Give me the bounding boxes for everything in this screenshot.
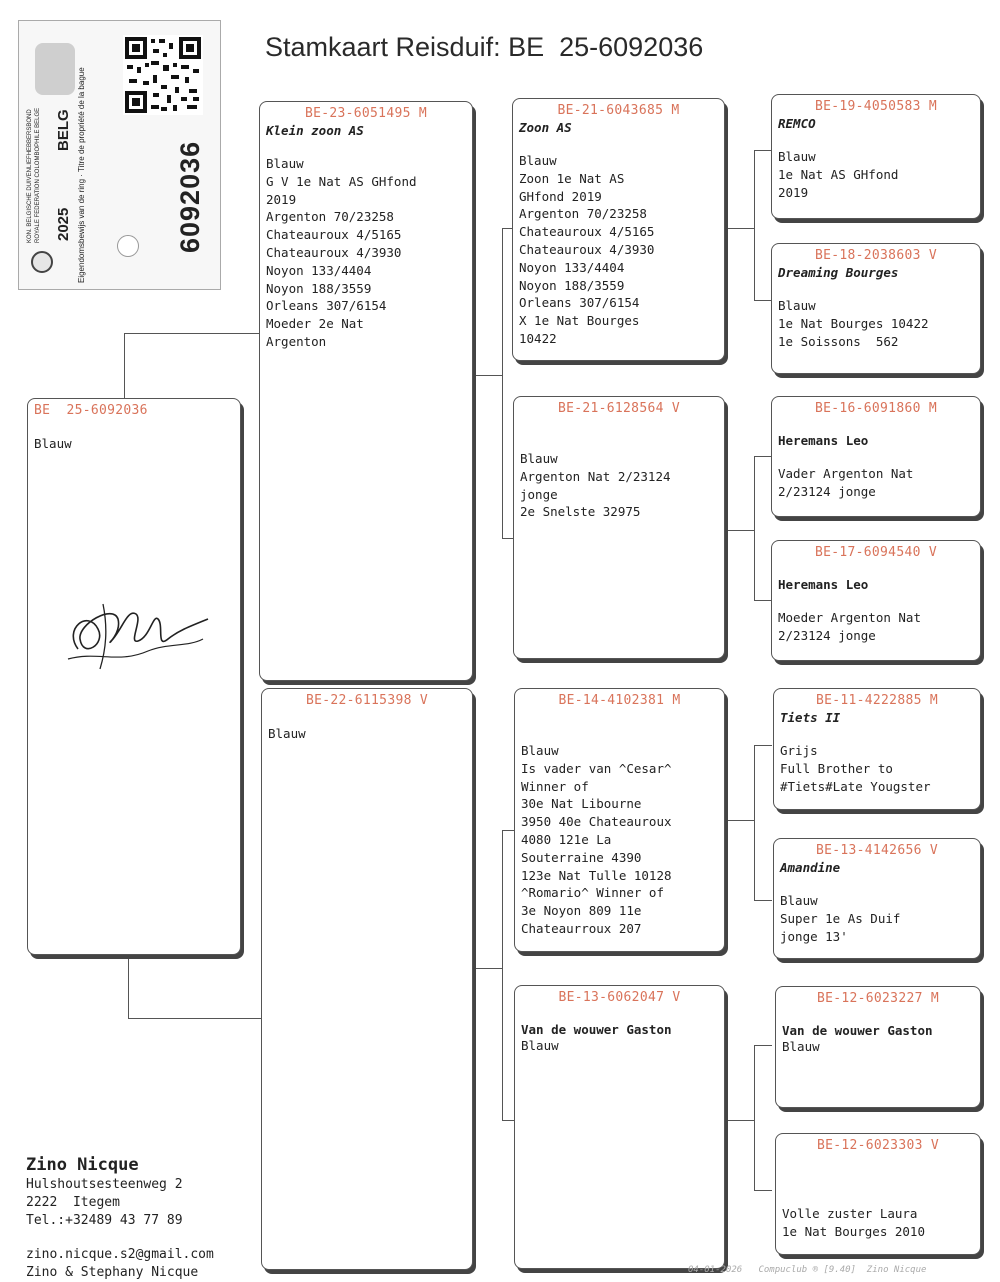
connector-line (502, 1120, 514, 1121)
info-line: Argenton 70/23258 (266, 209, 394, 225)
ticket-federation-fr: ROYALE FEDERATION COLOMBOPHILE BELGE (35, 107, 41, 243)
connector-line (754, 900, 772, 901)
subject-ring-number: BE 25-6092036 (34, 403, 148, 418)
info-line: Chateaurroux 207 (521, 920, 642, 936)
ticket-federation-nl: KON. BELGISCHE DUIVENLIEFHEBBERSBOND (27, 109, 33, 243)
dsd-name: Amandine (780, 860, 841, 875)
subject-color: Blauw (34, 436, 72, 451)
info-line: Noyon 133/4404 (519, 259, 625, 275)
dam-sire-card (514, 688, 725, 952)
connector-line (754, 745, 772, 746)
sire-card (259, 101, 473, 681)
dam-info (268, 725, 466, 743)
dam-ring-number: BE-22-6115398 V (306, 693, 428, 708)
sire-sire-ring-number: BE-21-6043685 M (557, 103, 680, 118)
info-line: Chateauroux 4/3930 (519, 241, 655, 257)
dam-sire-info (521, 742, 718, 938)
info-line: Argenton Nat 2/23124 (520, 468, 671, 484)
dss-info (780, 742, 974, 795)
connector-line (754, 600, 772, 601)
owner-names: Zino & Stephany Nicque (26, 1265, 199, 1280)
ticket-country: BELG (55, 109, 72, 151)
sire-dam-info (520, 450, 718, 521)
connector-line (472, 375, 502, 376)
info-line: X 1e Nat Bourges (519, 313, 640, 329)
info-line: 2019 (778, 184, 809, 200)
ticket-ring-number: 6092036 (175, 140, 205, 253)
sire-info (266, 155, 466, 351)
info-line: Blauw (782, 1039, 820, 1054)
dam-dam-info (521, 1037, 718, 1055)
connector-line (754, 1045, 772, 1046)
sdd-ring-number: BE-17-6094540 V (815, 545, 937, 560)
sire-dam-card (513, 396, 725, 659)
connector-line (128, 954, 129, 1018)
info-line: 30e Nat Libourne (521, 796, 642, 812)
sss-card (771, 94, 981, 219)
ddd-info (782, 1205, 974, 1241)
sss-name: REMCO (778, 116, 816, 131)
dss-name: Tiets II (780, 710, 841, 725)
sds-ring-number: BE-16-6091860 M (815, 401, 937, 416)
info-line: Noyon 133/4404 (266, 262, 372, 278)
info-line: Noyon 188/3559 (266, 280, 372, 296)
info-line: Noyon 188/3559 (519, 277, 625, 293)
info-line: 2/23124 jonge (778, 483, 876, 499)
info-line: Blauw (778, 298, 816, 313)
owner-street: Hulshoutsesteenweg 2 (26, 1177, 183, 1192)
info-line: Blauw (266, 156, 304, 171)
info-line: 2e Snelste 32975 (520, 504, 641, 520)
info-line: Volle zuster Laura (782, 1206, 918, 1221)
info-line: Orleans 307/6154 (266, 298, 387, 314)
info-line: Grijs (780, 743, 818, 758)
dam-dam-ring-number: BE-13-6062047 V (558, 990, 681, 1005)
belgian-federation-logo (35, 43, 75, 95)
connector-line (754, 745, 755, 900)
info-line: Vader Argenton Nat (778, 466, 914, 481)
sire-sire-name: Zoon AS (519, 120, 572, 135)
signature (58, 589, 218, 683)
info-line: 4080 121e La (521, 831, 612, 847)
connector-line (754, 456, 772, 457)
dsd-ring-number: BE-13-4142656 V (816, 843, 938, 858)
connector-line (124, 333, 125, 400)
connector-line (724, 530, 754, 531)
dss-card (773, 688, 981, 810)
connector-line (128, 1018, 262, 1019)
connector-line (124, 333, 262, 334)
info-line: 2019 (266, 191, 297, 207)
dss-ring-number: BE-11-4222885 M (816, 693, 938, 708)
info-line: 3950 40e Chateauroux (521, 814, 672, 830)
sss-ring-number: BE-19-4050583 M (815, 99, 937, 114)
owner-city: 2222 Itegem (26, 1195, 120, 1210)
info-line: Full Brother to (780, 760, 893, 776)
connector-line (754, 300, 772, 301)
info-line: Blauw (521, 743, 559, 758)
sdd-card (771, 540, 981, 661)
info-line: GHfond 2019 (519, 188, 602, 204)
sire-name: Klein zoon AS (266, 123, 364, 138)
info-line: Blauw (519, 153, 557, 168)
info-line: Chateauroux 4/5165 (266, 227, 402, 243)
dds-ring-number: BE-12-6023227 M (817, 991, 939, 1006)
ticket-punch-hole (117, 235, 139, 257)
sss-info (778, 148, 974, 201)
sire-dam-ring-number: BE-21-6128564 V (558, 401, 680, 416)
info-line: Argenton 70/23258 (519, 206, 647, 222)
subject-pigeon-card (27, 398, 241, 955)
info-line: Super 1e As Duif (780, 910, 901, 926)
ddd-card (775, 1133, 981, 1255)
connector-line (724, 1120, 754, 1121)
sds-card (771, 396, 981, 517)
info-line: Orleans 307/6154 (519, 295, 640, 311)
sire-sire-card (512, 98, 725, 361)
sdd-info (778, 609, 974, 645)
info-line: 3e Noyon 809 11e (521, 903, 642, 919)
connector-line (502, 830, 503, 1120)
info-line: Blauw (520, 451, 558, 466)
dam-sire-ring-number: BE-14-4102381 M (558, 693, 681, 708)
connector-line (754, 1190, 772, 1191)
info-line: Chateauroux 4/3930 (266, 244, 402, 260)
dam-dam-owner: Van de wouwer Gaston (521, 1022, 672, 1037)
connector-line (754, 456, 755, 600)
info-line: Chateauroux 4/5165 (519, 224, 655, 240)
owner-email: zino.nicque.s2@gmail.com (26, 1247, 214, 1262)
sds-info (778, 465, 974, 501)
info-line: Blauw (521, 1038, 559, 1053)
connector-line (724, 820, 754, 821)
info-line: 10422 (519, 330, 557, 346)
info-line: Souterraine 4390 (521, 849, 642, 865)
info-line: Zoon 1e Nat AS (519, 170, 625, 186)
info-line: jonge (520, 486, 558, 502)
ddd-ring-number: BE-12-6023303 V (817, 1138, 939, 1153)
info-line: Blauw (268, 726, 306, 741)
owner-name: Zino Nicque (26, 1155, 139, 1175)
info-line: 1e Nat AS GHfond (778, 166, 899, 182)
owner-phone: Tel.:+32489 43 77 89 (26, 1213, 183, 1228)
dam-card (261, 688, 473, 1270)
crown-logo-icon (31, 251, 53, 273)
info-line: G V 1e Nat AS GHfond (266, 173, 417, 189)
connector-line (502, 830, 514, 831)
info-line: 2/23124 jonge (778, 627, 876, 643)
info-line: 123e Nat Tulle 10128 (521, 867, 672, 883)
dsd-info (780, 892, 974, 945)
info-line: 1e Soissons 562 (778, 333, 899, 349)
ssd-ring-number: BE-18-2038603 V (815, 248, 937, 263)
info-line: Moeder 2e Nat (266, 316, 364, 332)
dam-dam-card (514, 985, 725, 1269)
info-line: 1e Nat Bourges 10422 (778, 315, 929, 331)
info-line: Is vader van ^Cesar^ (521, 760, 672, 776)
page-title: Stamkaart Reisduif: BE 25-6092036 (265, 32, 704, 62)
qr-code-icon (123, 35, 203, 115)
info-line: ^Romario^ Winner of (521, 885, 664, 901)
ssd-info (778, 297, 974, 350)
dds-info (782, 1038, 974, 1056)
info-line: Blauw (778, 149, 816, 164)
owner-block (26, 1154, 214, 1282)
connector-line (754, 1045, 755, 1190)
connector-line (724, 228, 754, 229)
dsd-card (773, 838, 981, 959)
ring-ownership-ticket (18, 20, 221, 290)
ssd-card (771, 243, 981, 374)
sire-ring-number: BE-23-6051495 M (305, 106, 427, 121)
ssd-name: Dreaming Bourges (778, 265, 899, 280)
dds-card (775, 986, 981, 1108)
ticket-year: 2025 (55, 207, 72, 241)
connector-line (502, 228, 503, 538)
sds-owner: Heremans Leo (778, 433, 869, 448)
ticket-ownership-text: Eigendomsbewijs van de ring · Titre de propriété de la bague (77, 67, 86, 283)
info-line: Blauw (780, 893, 818, 908)
info-line: #Tiets#Late Yougster (780, 778, 931, 794)
footer-print-info: 04-01-2026 Compuclub ® [9.40] Zino Nicque (688, 1265, 927, 1275)
sire-sire-info (519, 152, 718, 348)
connector-line (754, 150, 755, 300)
info-line: 1e Nat Bourges 2010 (782, 1223, 925, 1239)
info-line: Winner of (521, 778, 589, 794)
dds-owner: Van de wouwer Gaston (782, 1023, 933, 1038)
info-line: Argenton (266, 333, 327, 349)
connector-line (472, 968, 502, 969)
sdd-owner: Heremans Leo (778, 577, 869, 592)
connector-line (754, 150, 772, 151)
info-line: jonge 13' (780, 928, 848, 944)
info-line: Moeder Argenton Nat (778, 610, 921, 625)
